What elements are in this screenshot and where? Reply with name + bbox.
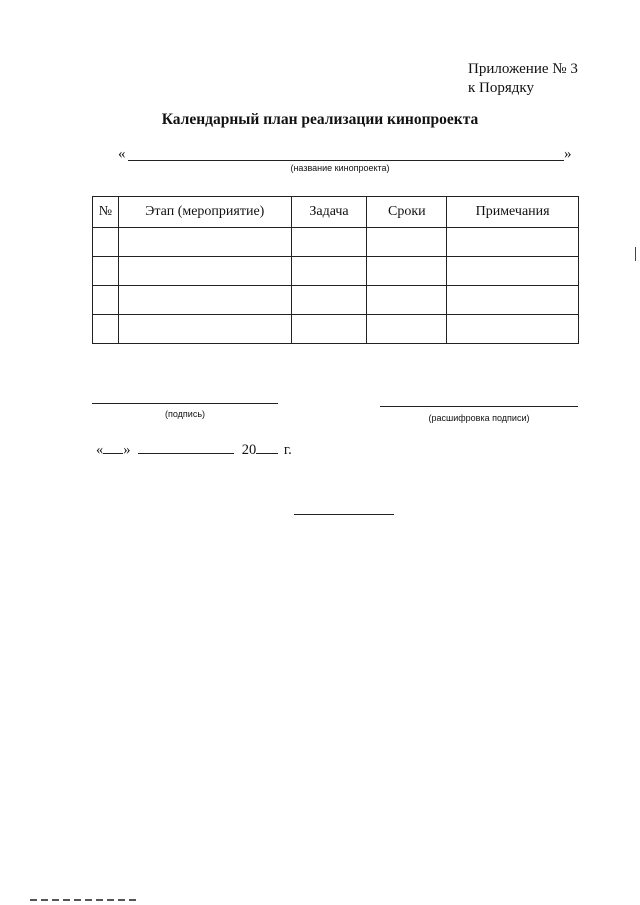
table-cell[interactable]: [93, 228, 119, 257]
table-row: [93, 286, 579, 315]
column-header-number: №: [93, 197, 119, 228]
table-cell[interactable]: [291, 228, 367, 257]
table-cell[interactable]: [93, 286, 119, 315]
end-separator-line: [294, 514, 394, 515]
table-cell[interactable]: [367, 228, 447, 257]
appendix-number: Приложение № 3: [468, 61, 578, 77]
date-open-quote: «: [96, 442, 104, 458]
table-cell[interactable]: [93, 315, 119, 344]
calendar-plan-table: [92, 196, 579, 344]
signature-line[interactable]: [92, 403, 278, 404]
table-cell[interactable]: [367, 257, 447, 286]
project-close-quote: »: [564, 146, 572, 162]
signature-decoding-line[interactable]: [380, 406, 578, 407]
project-open-quote: «: [118, 146, 126, 162]
column-header-stage: Этап (мероприятие): [118, 197, 291, 228]
table-cell[interactable]: [367, 315, 447, 344]
table-cell[interactable]: [291, 315, 367, 344]
table-cell[interactable]: [118, 286, 291, 315]
signature-caption: (подпись): [164, 409, 206, 419]
table-cell[interactable]: [447, 315, 579, 344]
month-blank[interactable]: [138, 440, 234, 454]
project-name-caption: (название кинопроекта): [290, 163, 390, 173]
table-cell[interactable]: [447, 228, 579, 257]
table-cell[interactable]: [118, 228, 291, 257]
table-cell[interactable]: [291, 286, 367, 315]
table-cell[interactable]: [93, 257, 119, 286]
table-header-row: [93, 197, 579, 228]
table-cell[interactable]: [118, 257, 291, 286]
table-cell[interactable]: [447, 257, 579, 286]
day-blank[interactable]: [103, 440, 123, 454]
document-title: Календарный план реализации кинопроекта: [161, 111, 479, 128]
table-cell[interactable]: [447, 286, 579, 315]
appendix-order: к Порядку: [468, 80, 534, 96]
table-row: [93, 315, 579, 344]
appendix-reference: [468, 60, 578, 98]
scan-footer-mark: [30, 899, 138, 901]
table-cell[interactable]: [291, 257, 367, 286]
table-row: [93, 257, 579, 286]
column-header-notes: Примечания: [447, 197, 579, 228]
year-suffix: г.: [283, 442, 292, 458]
date-close-quote: »: [123, 442, 131, 458]
scan-edge-mark: [635, 247, 636, 261]
table-cell[interactable]: [118, 315, 291, 344]
column-header-deadlines: Сроки: [367, 197, 447, 228]
signature-decoding-caption: (расшифровка подписи): [428, 413, 530, 423]
column-header-task: Задача: [291, 197, 367, 228]
year-blank[interactable]: [256, 440, 278, 454]
table-cell[interactable]: [367, 286, 447, 315]
table-row: [93, 228, 579, 257]
year-prefix: 20: [241, 442, 257, 458]
project-name-line: [128, 160, 564, 161]
date-field: [96, 440, 292, 459]
